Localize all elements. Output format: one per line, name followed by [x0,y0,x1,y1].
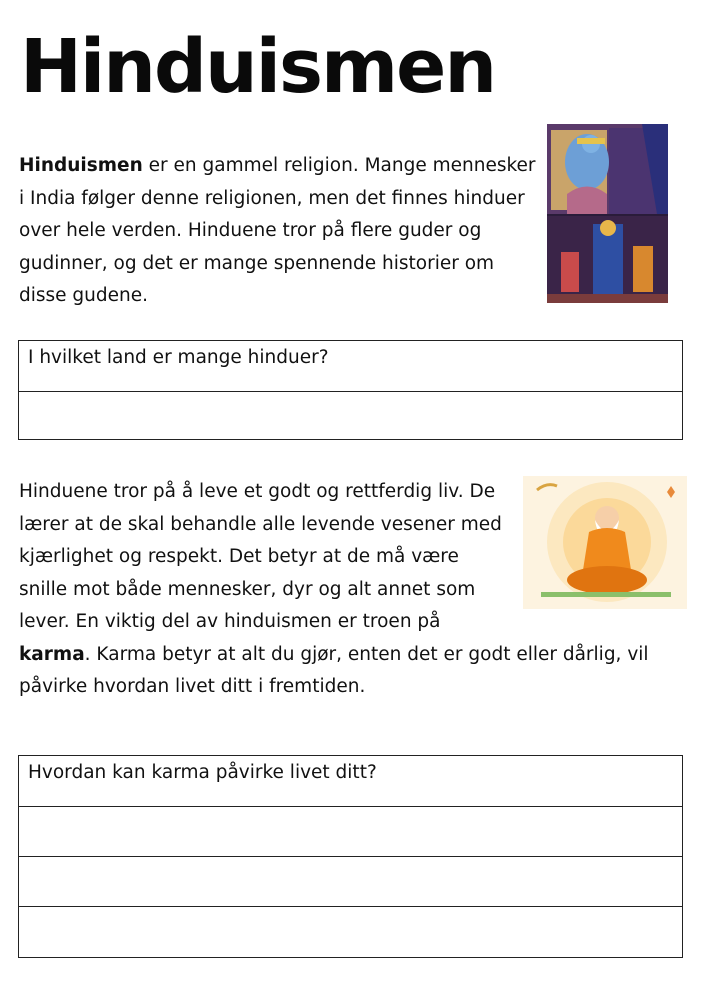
intro-paragraph [19,150,539,313]
intro-bold-word: Hinduismen [19,155,143,176]
hindu-temple-image [547,124,668,303]
karma-paragraph [19,476,687,704]
question-box-2 [18,755,683,958]
answer-line-2a[interactable] [19,806,682,856]
intro-text: er en gammel religion. Mange mennesker i India følger denne religionen, men det finnes hinduer over hele verden. Hinduene tror på flere guder og gudinner, og det er mange spennende historier om disse gudene. [19,155,536,306]
answer-line-2c[interactable] [19,906,682,956]
karma-bold-word: karma [19,643,85,665]
karma-text-before: Hinduene tror på å leve et godt og rettferdig liv. De lærer at de skal behandle alle levende vesener med kjærlighet og respekt. Det betyr at de må være snille mot både mennesker, dyr og alt annet som lever. En viktig del av hinduismen er troen på [19,481,502,632]
answer-line-2b[interactable] [19,856,682,906]
meditating-monk-image [523,476,687,609]
question-2-label: Hvordan kan karma påvirke livet ditt? [28,762,377,783]
karma-text-after: . Karma betyr at alt du gjør, enten det er godt eller dårlig, vil påvirke hvordan livet ditt i fremtiden. [19,643,649,697]
question-1-label: I hvilket land er mange hinduer? [28,347,329,368]
answer-line-1[interactable] [19,391,682,441]
page-title: Hinduismen [20,24,496,110]
question-box-1 [18,340,683,440]
